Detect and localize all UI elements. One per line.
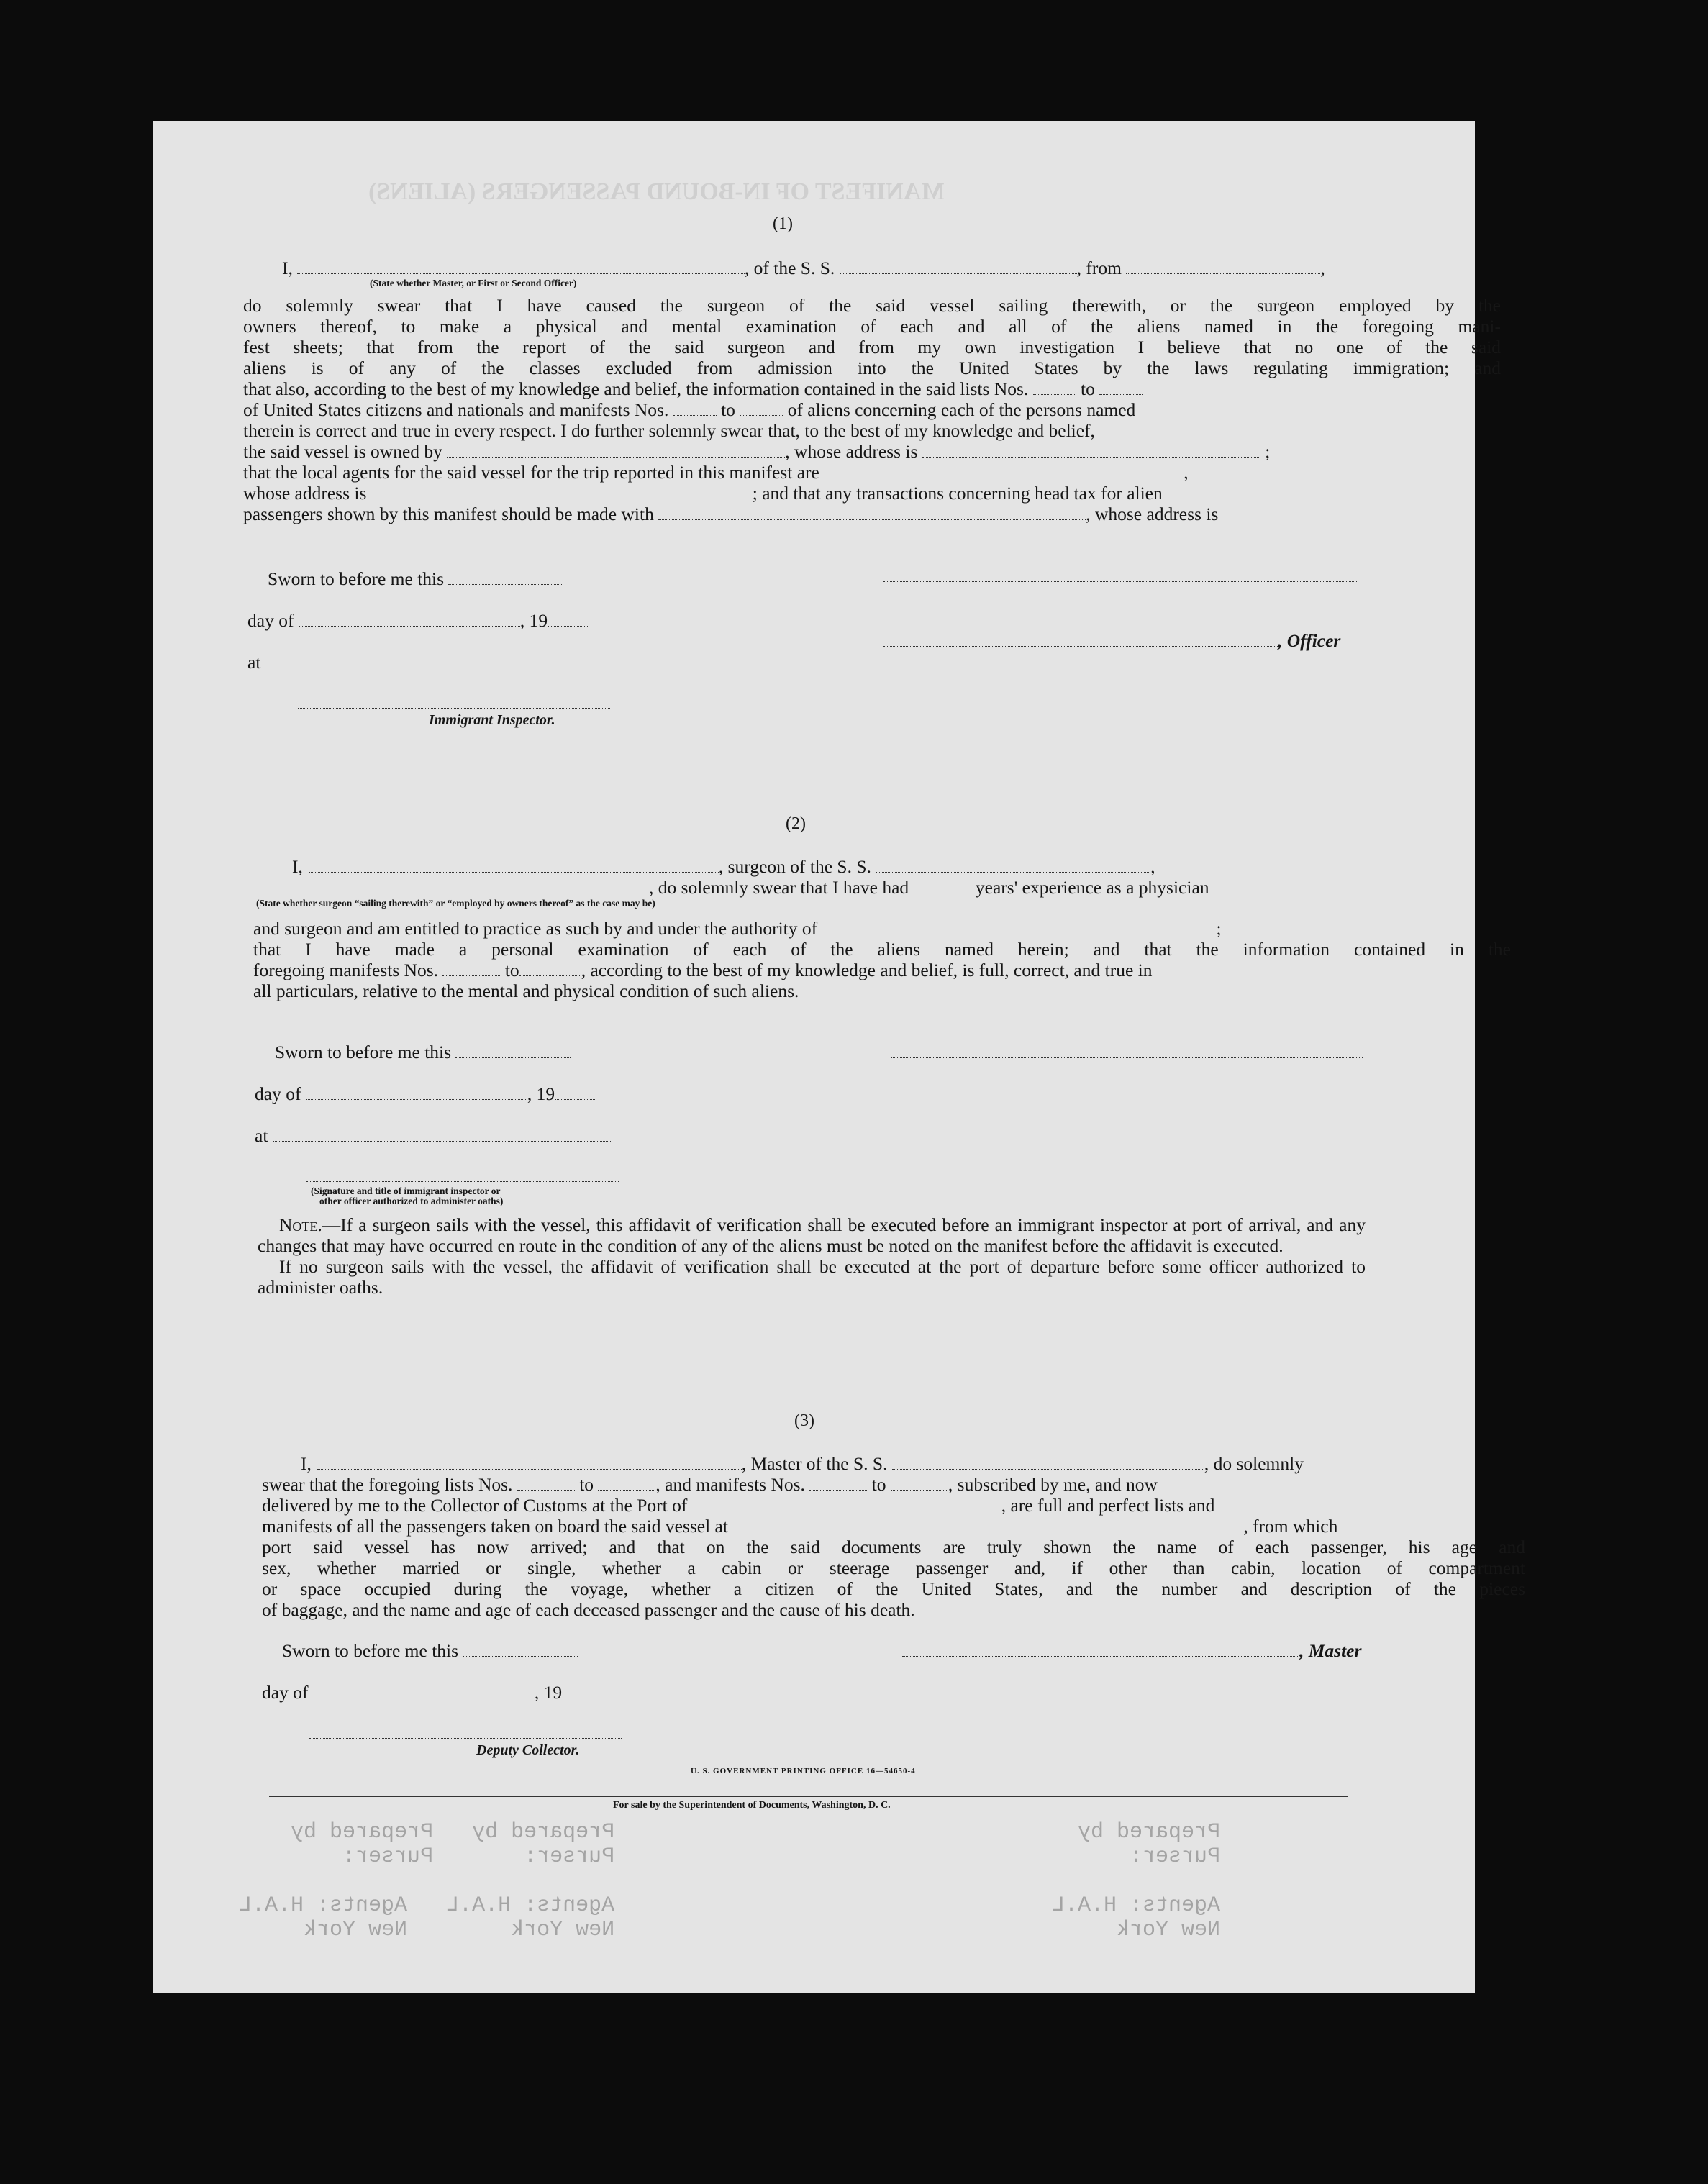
s1-officer-name-field[interactable] <box>883 633 1278 647</box>
s1-rank-field[interactable] <box>297 260 745 274</box>
s2-year-field[interactable] <box>555 1086 595 1100</box>
stamp-right: Prepared by Purser: Agents: H.A.L New York <box>1052 1820 1221 1942</box>
s1-line-9: that the local agents for the said vessel for the trip reported in this manifest are , <box>243 462 1189 483</box>
s1-line-6: of United States citizens and nationals and manifests Nos. to of aliens concerning each of the persons named <box>243 399 1136 420</box>
s1-line-1: I, , of the S. S. , from , <box>282 258 1325 278</box>
s2-manifests-from-field[interactable] <box>442 963 500 976</box>
section-1-number: (1) <box>773 214 793 233</box>
s1-agents-field[interactable] <box>824 465 1184 478</box>
section-2-number: (2) <box>786 814 806 833</box>
s3-vessel-field[interactable] <box>892 1456 1204 1470</box>
s1-sworn-date-field[interactable] <box>448 571 563 585</box>
s3-body: port said vessel has now arrived; and that on the said documents are truly shown the name of each passenger, his age and sex, whether married or single, whether a cabin or steerage passenger and, if other than cabin, location of compartment or space occupied during the voyage, whether a citizen of the United States, and the number and description of the pieces <box>262 1537 1525 1599</box>
s1-sworn: Sworn to before me this <box>268 568 563 589</box>
s1-agents-address-field[interactable] <box>371 486 753 499</box>
s1-line-10: whose address is ; and that any transactions concerning head tax for alien <box>243 483 1163 504</box>
s3-line-1: I, , Master of the S. S. , do solemnly <box>301 1453 1304 1474</box>
s1-inspector-signature-line[interactable] <box>298 708 610 709</box>
s1-inspector-caption: Immigrant Inspector. <box>429 712 555 728</box>
s1-lists-to-field[interactable] <box>1099 381 1143 395</box>
s2-line-3: and surgeon and am entitled to practice as such by and under the authority of ; <box>253 918 1222 939</box>
s2-inspector-signature-line[interactable] <box>306 1181 619 1182</box>
s3-master-signature-field[interactable] <box>902 1643 1299 1657</box>
s1-line-11: passengers shown by this manifest should be made with , whose address is <box>243 504 1219 524</box>
s3-lists-from-field[interactable] <box>517 1477 575 1491</box>
s1-manifests-to-field[interactable] <box>740 402 783 416</box>
for-sale-note: For sale by the Superintendent of Documents, Washington, D. C. <box>613 1800 891 1811</box>
s1-owner-address-field[interactable] <box>922 444 1260 458</box>
bleed-through-title: MANIFEST OF IN-BOUND PASSENGERS (ALIENS) <box>368 178 945 205</box>
s3-deputy-signature-line[interactable] <box>309 1738 622 1739</box>
s2-note: Note.—If a surgeon sails with the vessel, this affidavit of verification shall be executed before an immigrant inspector at port of arrival, and any changes that may have occurred en route in the condition of any of the aliens must be noted on the manifest before the affidavit is executed. If no surgeon sails with the vessel, the affidavit of verification shall be executed at the port of departure before some officer authorized to administer oaths. <box>258 1214 1366 1298</box>
s3-line-2: swear that the foregoing lists Nos. to , and manifests Nos. to , subscribed by me, and now <box>262 1474 1158 1495</box>
s3-day-month-field[interactable] <box>313 1685 535 1698</box>
s2-surgeon-signature-line[interactable] <box>891 1057 1363 1058</box>
s1-rank-caption: (State whether Master, or First or Second Officer) <box>370 278 577 288</box>
s2-line-1: I, , surgeon of the S. S. , <box>292 856 1155 877</box>
s2-years-field[interactable] <box>914 880 971 893</box>
s2-signature-caption-2: other officer authorized to administer oaths) <box>319 1196 504 1206</box>
s1-manifests-from-field[interactable] <box>673 402 717 416</box>
s2-line-6: all particulars, relative to the mental and physical condition of such aliens. <box>253 980 799 1001</box>
s1-day-of: day of , 19 <box>247 610 588 631</box>
s2-line-2: , do solemnly swear that I have had years' experience as a physician <box>252 877 1209 898</box>
s2-line-4: that I have made a personal examination of each of the aliens named herein; and that the information contained in the <box>253 939 1511 960</box>
s2-line-5: foregoing manifests Nos. to , according to the best of my knowledge and belief, is full, correct, and true in <box>253 960 1153 980</box>
s2-signature-caption-1: (Signature and title of immigrant inspector or <box>311 1186 501 1196</box>
s3-last-line: of baggage, and the name and age of each deceased passenger and the cause of his death. <box>262 1599 915 1620</box>
printing-office-imprint: U. S. GOVERNMENT PRINTING OFFICE 16—54650-4 <box>691 1767 916 1775</box>
s2-day-of: day of , 19 <box>255 1083 595 1104</box>
s3-year-field[interactable] <box>562 1685 602 1698</box>
section-3-number: (3) <box>794 1411 814 1430</box>
s3-sworn: Sworn to before me this <box>282 1640 578 1661</box>
s3-day-of: day of , 19 <box>262 1682 602 1703</box>
s1-line-5: that also, according to the best of my knowledge and belief, the information contained in the said lists Nos. to <box>243 378 1143 399</box>
s3-deputy-caption: Deputy Collector. <box>476 1742 580 1758</box>
s3-manifests-from-field[interactable] <box>809 1477 867 1491</box>
stamp-left: Prepared by Prepared by Purser: Purser: Agents: H.A.L Agents: H.A.L New York New York <box>239 1820 615 1942</box>
s3-sworn-date-field[interactable] <box>463 1643 578 1657</box>
s2-authority-field[interactable] <box>822 921 1217 934</box>
s1-year-field[interactable] <box>548 613 588 627</box>
s1-from-field[interactable] <box>1126 260 1320 274</box>
s3-boarding-port-field[interactable] <box>732 1519 1243 1532</box>
s3-line-4: manifests of all the passengers taken on board the said vessel at , from which <box>262 1516 1338 1537</box>
s1-lists-from-field[interactable] <box>1033 381 1076 395</box>
s2-at-field[interactable] <box>273 1128 611 1142</box>
s2-surgeon-status-field[interactable] <box>252 880 649 893</box>
s3-manifests-to-field[interactable] <box>891 1477 948 1491</box>
s2-at: at <box>255 1125 611 1146</box>
s1-vessel-field[interactable] <box>840 260 1077 274</box>
s3-lists-to-field[interactable] <box>598 1477 655 1491</box>
note-label: Note. <box>279 1214 322 1235</box>
s1-body: do solemnly swear that I have caused the surgeon of the said vessel sailing therewith, or the surgeon employed by the owners thereof, to make a physical and mental examination of each and all of the aliens named in the foregoing mani- fest sheets; that from the report of the said surgeon and from my own investigation I believe that no one of the said aliens is of any of the classes excluded from admission into the United States by the laws regulating immigration; and <box>243 295 1501 378</box>
s1-officer-signature-line[interactable] <box>883 581 1357 582</box>
s1-line-8: the said vessel is owned by , whose address is ; <box>243 441 1271 462</box>
s3-master-line: , Master <box>902 1640 1361 1661</box>
s2-status-caption: (State whether surgeon “sailing therewith” or “employed by owners thereof” as the case may be) <box>256 898 655 909</box>
s1-day-month-field[interactable] <box>299 613 520 627</box>
s3-port-field[interactable] <box>692 1498 1001 1511</box>
s2-sworn-date-field[interactable] <box>455 1045 571 1058</box>
footer-rule <box>269 1796 1348 1797</box>
s1-officer-line: , Officer <box>883 630 1340 651</box>
s1-line-7: therein is correct and true in every respect. I do further solemnly swear that, to the best of my knowledge and belief, <box>243 420 1095 441</box>
s2-surgeon-name-field[interactable] <box>309 859 719 873</box>
s2-vessel-field[interactable] <box>876 859 1150 873</box>
s1-at-field[interactable] <box>265 655 604 668</box>
form-page <box>153 121 1525 1993</box>
s3-line-3: delivered by me to the Collector of Customs at the Port of , are full and perfect lists and <box>262 1495 1215 1516</box>
s1-head-tax-field[interactable] <box>658 506 1086 520</box>
s2-manifests-to-field[interactable] <box>519 963 581 976</box>
s3-master-name-field[interactable] <box>317 1456 742 1470</box>
s2-sworn: Sworn to before me this <box>275 1042 571 1063</box>
s1-at: at <box>247 652 604 673</box>
s1-owner-field[interactable] <box>447 444 785 458</box>
s2-day-month-field[interactable] <box>306 1086 527 1100</box>
